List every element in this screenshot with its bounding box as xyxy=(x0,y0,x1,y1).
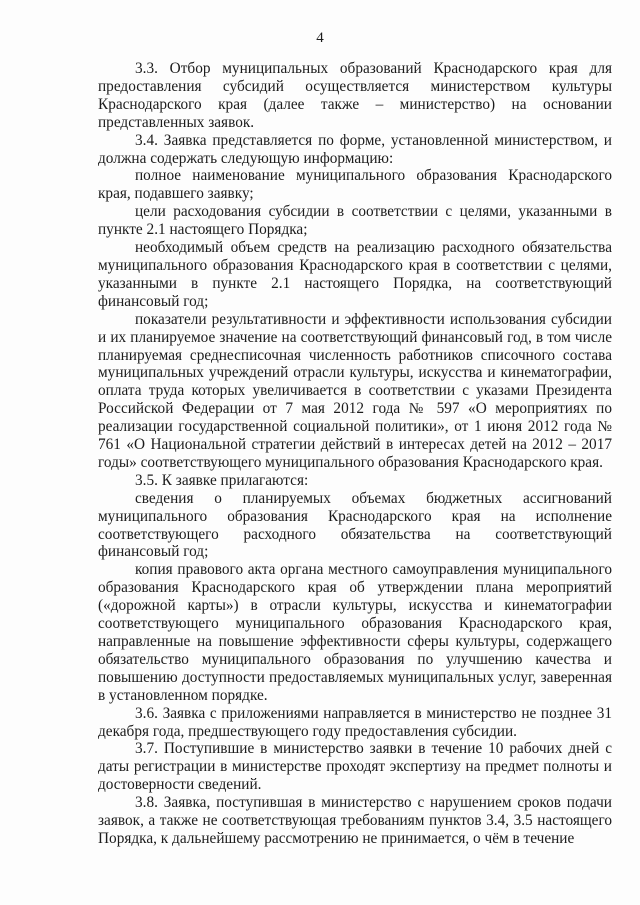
paragraph-3-6: 3.6. Заявка с приложениями направляется в министерство не позднее 31 декабря года, предшествующего году предоставления субсидии. xyxy=(98,704,612,740)
paragraph-3-7: 3.7. Поступившие в министерство заявки в течение 10 рабочих дней с даты регистрации в министерстве проходят экспертизу на предмет полноты и достоверности сведений. xyxy=(98,740,612,794)
list-item-full-name: полное наименование муниципального образования Краснодарского края, подавшего заявку; xyxy=(98,167,612,203)
paragraph-3-5: 3.5. К заявке прилагаются: xyxy=(135,471,309,489)
document-body xyxy=(98,60,612,848)
attachment-budget-info: сведения о планируемых объемах бюджетных ассигнований муниципального образования Краснодарского края на исполнение соответствующего расходного обязательства на соответствующий финансовый год; xyxy=(98,489,612,561)
list-item-funding-volume: необходимый объем средств на реализацию расходного обязательства муниципального образования Краснодарского края в соответствии с целями, указанными в пункте 2.1 настоящего Порядка, на соответствующий финансовый год; xyxy=(98,239,612,310)
list-item-goals: цели расходования субсидии в соответствии с целями, указанными в пункте 2.1 настоящего Порядка; xyxy=(98,203,612,239)
attachment-legal-act: копия правового акта органа местного самоуправления муниципального образования Краснодарского края об утверждении плана мероприятий («дорожной карты») в отрасли культуры, искусства и кинематографии соответствующего муниципального образования Краснодарского края, направленные на повышение эффективности сферы культуры, содержащего обязательство муниципального образования по улучшению качества и повышению доступности предоставляемых муниципальных услуг, заверенная в установленном порядке. xyxy=(98,561,612,704)
page-number: 4 xyxy=(316,30,324,46)
paragraph-3-3: 3.3. Отбор муниципальных образований Краснодарского края для предоставления субсидий осуществляется министерством культуры Краснодарского края (далее также – министерство) на основании представленных заявок. xyxy=(98,60,612,131)
paragraph-3-8: 3.8. Заявка, поступившая в министерство с нарушением сроков подачи заявок, а также не соответствующая требованиям пунктов 3.4, 3.5 настоящего Порядка, к дальнейшему рассмотрению не принимается, о чём в течение xyxy=(98,794,612,847)
paragraph-3-4: 3.4. Заявка представляется по форме, установленной министерством, и должна содержать следующую информацию: xyxy=(98,131,612,167)
list-item-indicators: показатели результативности и эффективности использования субсидии и их планируемое значение на соответствующий финансовый год, в том числе планируемая среднесписочная численность работников списочного состава муниципальных учреждений отрасли культуры, искусства и кинематографии, оплата труда которых увеличивается в соответствии с указами Президента Российской Федерации от 7 мая 2012 года № 597 «О мероприятиях по реализации государственной социальной политики», от 1 июня 2012 года № 761 «О Национальной стратегии действий в интересах детей на 2012 – 2017 годы» соответствующего муниципального образования Краснодарского края. xyxy=(98,310,612,471)
